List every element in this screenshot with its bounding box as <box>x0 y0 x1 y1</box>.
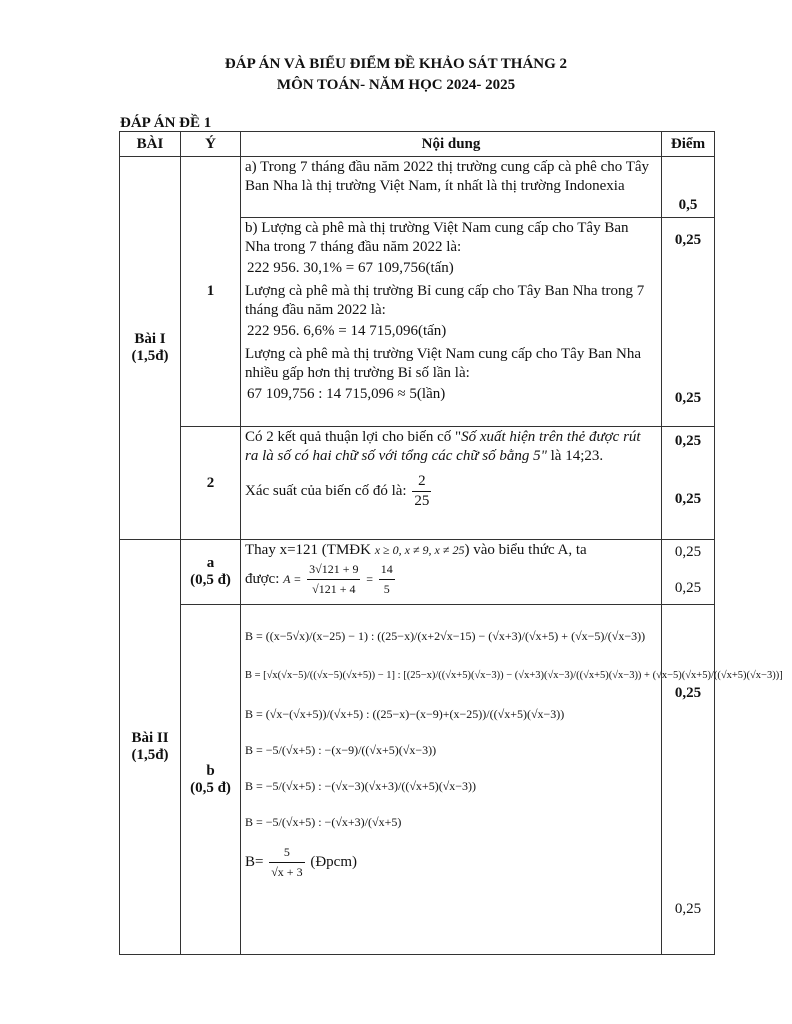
table-row <box>120 540 715 605</box>
bai-1-part-b-formula-1: 222 956. 30,1% = 67 109,756(tấn) <box>247 260 454 276</box>
bai-2-step-2: B = [√x(√x−5)/((√x−5)(√x+5)) − 1] : [(25−x)/((√x+5)(√x−3)) − (√x+3)(√x−3)/((√x+5)(√x−3)) + (√x−5)(√x+5)/((√x+5)(√x−3))] <box>245 670 783 681</box>
bai-1-part-b-diem-cell <box>662 218 715 427</box>
bai-2-part-b-diem-2: 0,25 <box>674 901 702 917</box>
bai-2-step-4: B = −5/(√x+5) : −(x−9)/((√x+5)(√x−3)) <box>245 743 437 757</box>
bai-2-y-b <box>181 605 241 955</box>
bai-1-part-b-diem-1: 0,25 <box>674 232 702 248</box>
bai-2-part-a-result <box>379 560 395 599</box>
bai-2-part-a-lhs: A = <box>283 571 302 586</box>
bai-2-part-a-fraction <box>307 560 360 599</box>
header-y: Ý <box>181 132 241 157</box>
fraction-denominator: √121 + 4 <box>312 582 356 596</box>
bai-2-step-3: B = (√x−(√x+5))/(√x+5) : ((25−x)−(x−9)+(x−25))/((√x+5)(√x−3)) <box>245 707 565 721</box>
bai-2-final-fraction <box>269 843 304 882</box>
bai-2-y-b-points: (0,5 đ) <box>190 779 231 796</box>
bai-2-part-a-condition: x ≥ 0, x ≠ 9, x ≠ 25 <box>374 543 465 557</box>
bai-1-part-b-text-1: b) Lượng cà phê mà thị trường Việt Nam cung cấp cho Tây Ban Nha trong 7 tháng đầu năm 2022 là: <box>245 220 629 255</box>
table-row <box>120 157 715 218</box>
bai-2-part-a <box>241 540 662 605</box>
bai-2-part-a-line-1 <box>245 541 657 560</box>
bai-2-label: Bài II <box>131 730 169 746</box>
fraction-numerator: 3√121 + 9 <box>307 560 360 580</box>
bai-1-points: (1,5đ) <box>131 348 169 364</box>
header-bai: BÀI <box>120 132 181 157</box>
bai-1-part-2-fraction <box>412 472 431 511</box>
bai-1-part-2-diem-cell <box>662 427 715 540</box>
bai-2-step-6: B = −5/(√x+5) : −(√x+3)/(√x+5) <box>245 815 402 829</box>
answer-table <box>119 131 783 955</box>
bai-2-part-a-diem-2: 0,25 <box>674 580 702 596</box>
bai-1-part-a-text: a) Trong 7 tháng đầu năm 2022 thị trường cung cấp cà phê cho Tây Ban Nha là thị trường Việt Nam, ít nhất là thị trường Indonexia <box>245 159 650 194</box>
bai-2-part-b-diem-cell <box>662 605 715 955</box>
bai-2-final <box>245 843 657 882</box>
bai-2-part-a-text-3: được: <box>245 570 280 587</box>
bai-1-y-2: 2 <box>181 427 241 540</box>
bai-2-part-a-text-2: ) vào biểu thức A, ta <box>464 542 587 558</box>
bai-1-part-b-diem-2: 0,25 <box>674 390 702 406</box>
bai-2-points: (1,5đ) <box>131 747 169 763</box>
bai-1-part-a <box>241 157 662 218</box>
bai-1-part-2-statement <box>245 428 657 466</box>
bai-1-part-2 <box>241 427 662 540</box>
fraction-denominator: √x + 3 <box>271 865 303 879</box>
bai-2-part-a-diem-cell <box>662 540 715 605</box>
bai-2-y-a-label: a <box>206 555 215 571</box>
bai-2-step-5: B = −5/(√x+5) : −(√x−3)(√x+3)/((√x+5)(√x−3)) <box>245 779 477 793</box>
bai-1-label: Bài I <box>134 331 166 347</box>
header-diem: Điểm <box>662 132 715 157</box>
header-noidung: Nội dung <box>241 132 662 157</box>
fraction-denominator: 25 <box>414 493 430 509</box>
bai-1-part-2-diem-2: 0,25 <box>674 491 702 507</box>
bai-2-final-note: (Đpcm) <box>310 853 357 870</box>
bai-2-part-a-text-1: Thay x=121 (TMĐK <box>245 542 371 558</box>
bai-2-y-a-points: (0,5 đ) <box>190 572 231 588</box>
equals-sign: = <box>366 571 373 586</box>
bai-1-part-2-event: Số xuất hiện trên thẻ được rút ra là số có hai chữ số với tổng các chữ số bằng 5" <box>245 429 641 464</box>
bai-1-part-2-text-3: Xác suất của biến cố đó là: <box>245 482 407 499</box>
bai-1-part-2-text-1: Có 2 kết quả thuận lợi cho biến cố " <box>245 429 462 445</box>
bai-1-cell <box>120 157 181 540</box>
bai-2-y-b-label: b <box>206 762 215 779</box>
bai-1-part-a-diem-cell <box>662 157 715 218</box>
bai-1-part-b <box>241 218 662 427</box>
bai-1-part-b-text-3: Lượng cà phê mà thị trường Việt Nam cung cấp cho Tây Ban Nha nhiều gấp hơn thị trường Bỉ số lần là: <box>245 346 641 381</box>
bai-1-part-b-formula-2: 222 956. 6,6% = 14 715,096(tấn) <box>247 323 447 339</box>
bai-2-final-lhs: B= <box>245 853 264 870</box>
title-line-1: ĐÁP ÁN VÀ BIỂU ĐIỂM ĐỀ KHẢO SÁT THÁNG 2 <box>224 56 568 72</box>
fraction-numerator: 2 <box>412 472 431 492</box>
table-row <box>120 427 715 540</box>
bai-1-part-b-text-2: Lượng cà phê mà thị trường Bỉ cung cấp cho Tây Ban Nha trong 7 tháng đầu năm 2022 là: <box>245 283 645 318</box>
bai-2-part-a-line-2 <box>245 560 657 599</box>
fraction-numerator: 5 <box>269 843 304 863</box>
bai-1-part-2-probability <box>245 472 657 511</box>
fraction-numerator: 14 <box>379 560 395 580</box>
bai-2-part-b-diem-1: 0,25 <box>674 685 702 701</box>
bai-2-part-a-diem-1: 0,25 <box>674 544 702 560</box>
bai-2-cell <box>120 540 181 955</box>
subtitle: ĐÁP ÁN ĐỀ 1 <box>120 115 212 131</box>
bai-1-part-2-text-2: là 14;23. <box>546 448 604 464</box>
bai-1-part-b-formula-3: 67 109,756 : 14 715,096 ≈ 5(lần) <box>247 386 446 402</box>
table-header-row <box>120 132 715 157</box>
bai-1-part-2-diem-1: 0,25 <box>674 433 702 449</box>
fraction-denominator: 5 <box>383 582 390 596</box>
bai-1-y-1: 1 <box>181 157 241 427</box>
bai-2-y-a <box>181 540 241 605</box>
bai-1-part-a-diem: 0,5 <box>678 197 698 213</box>
title-line-2: MÔN TOÁN- NĂM HỌC 2024- 2025 <box>276 77 516 93</box>
table-row <box>120 605 715 955</box>
bai-2-step-1: B = ((x−5√x)/(x−25) − 1) : ((25−x)/(x+2√x−15) − (√x+3)/(√x+5) + (√x−5)/(√x−3)) <box>245 629 646 643</box>
